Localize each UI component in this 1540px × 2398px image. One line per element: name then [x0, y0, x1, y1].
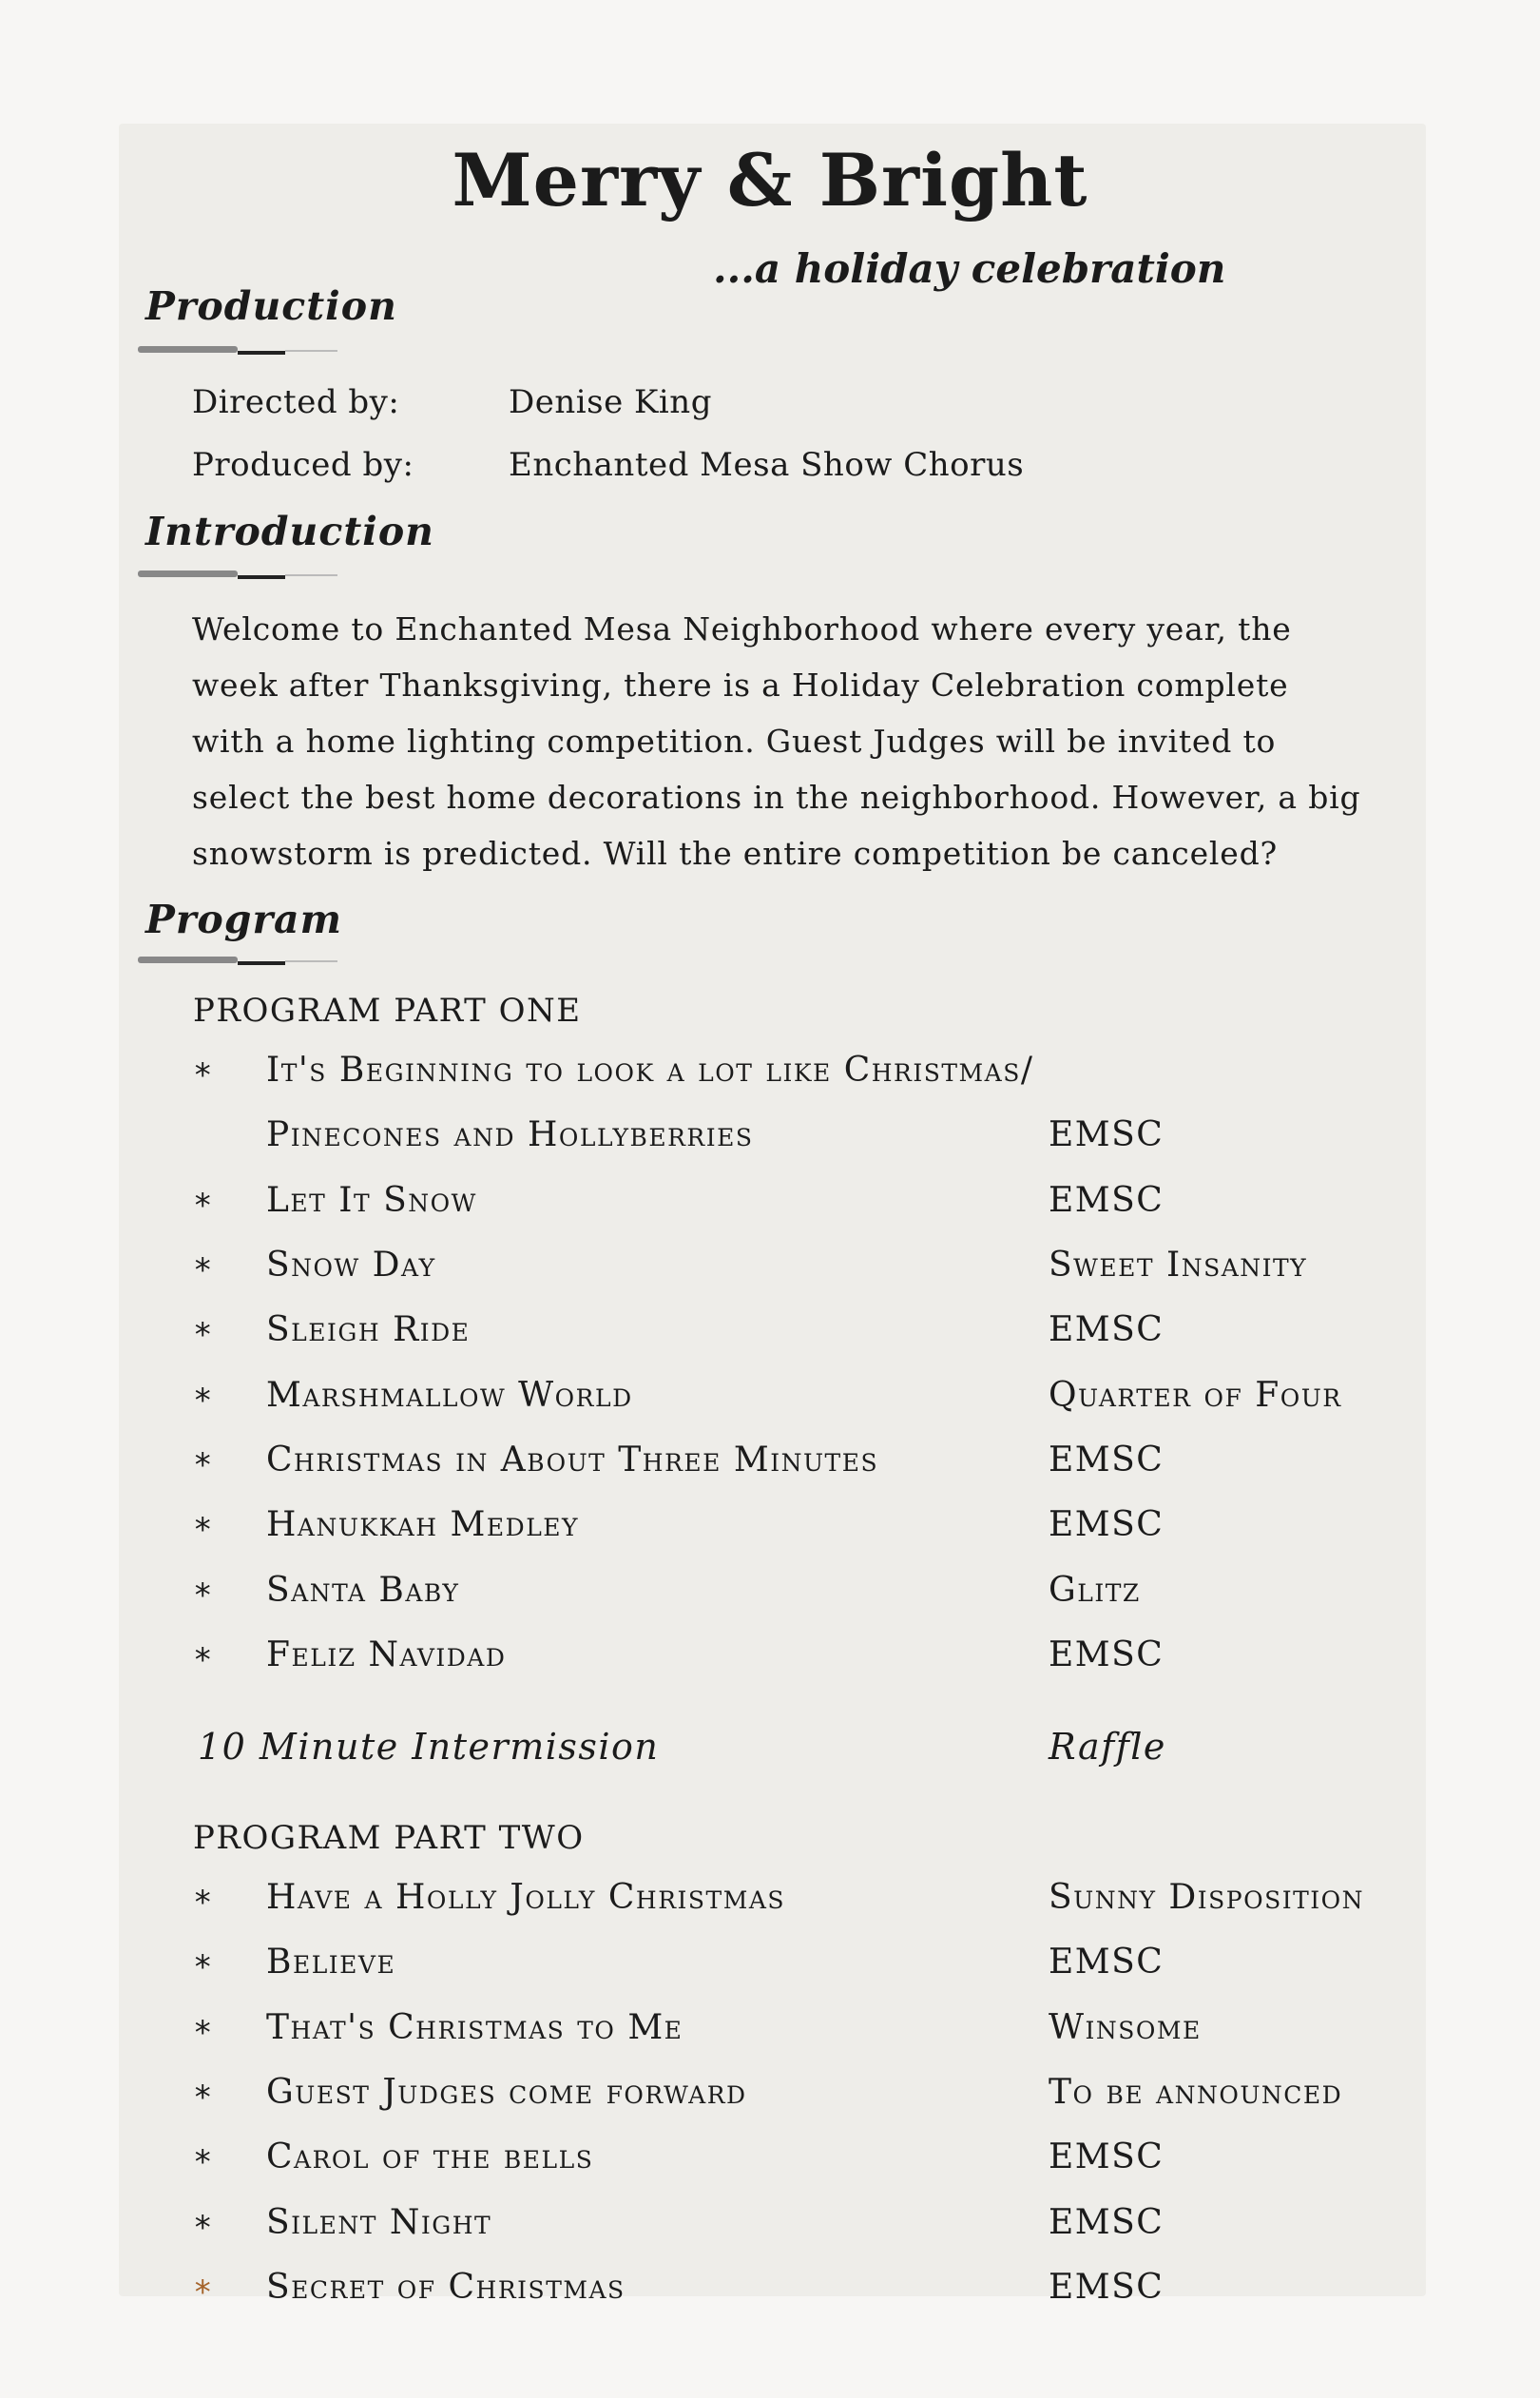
- part-two-heading: PROGRAM PART TWO: [193, 1819, 585, 1857]
- performer: Quarter of Four: [1049, 1376, 1342, 1415]
- song-title: Have a Holly Jolly Christmas: [266, 1878, 785, 1917]
- bullet-star: *: [193, 1884, 213, 1922]
- page-title: Merry & Bright: [452, 138, 1088, 222]
- performer: Sweet Insanity: [1049, 1246, 1308, 1285]
- produced-by-value: Enchanted Mesa Show Chorus: [509, 446, 1025, 484]
- performer: EMSC: [1049, 2137, 1165, 2176]
- song-title: That's Christmas to Me: [266, 2008, 683, 2047]
- intro-line: Welcome to Enchanted Mesa Neighborhood where every year, the: [192, 610, 1292, 648]
- bullet-star: *: [193, 2209, 213, 2247]
- performer: Sunny Disposition: [1049, 1878, 1365, 1917]
- performer: To be announced: [1049, 2073, 1343, 2112]
- song-title: Silent Night: [266, 2203, 492, 2242]
- program-heading: Program: [145, 897, 342, 942]
- bullet-star: *: [193, 2143, 213, 2181]
- song-title: Christmas in About Three Minutes: [266, 1441, 879, 1479]
- performer: EMSC: [1049, 1115, 1165, 1154]
- bullet-star: *: [193, 1187, 213, 1225]
- intro-line: select the best home decorations in the neighborhood. However, a big: [192, 779, 1361, 816]
- bullet-star: *: [193, 1382, 213, 1420]
- bullet-star: *: [193, 1948, 213, 1986]
- production-heading: Production: [145, 283, 397, 329]
- song-title: Let It Snow: [266, 1181, 477, 1220]
- directed-by-value: Denise King: [509, 383, 712, 421]
- song-title: Hanukkah Medley: [266, 1505, 580, 1544]
- bullet-star: *: [193, 1316, 213, 1354]
- performer: EMSC: [1049, 2203, 1165, 2242]
- part-one-heading: PROGRAM PART ONE: [193, 992, 582, 1030]
- song-title: It's Beginning to look a lot like Christmas/: [266, 1051, 1034, 1090]
- song-title: Secret of Christmas: [266, 2268, 626, 2307]
- performer: EMSC: [1049, 1635, 1165, 1674]
- song-title: Pinecones and Hollyberries: [266, 1115, 754, 1154]
- song-title: Marshmallow World: [266, 1376, 633, 1415]
- song-title: Guest Judges come forward: [266, 2073, 747, 2112]
- performer: EMSC: [1049, 1310, 1165, 1349]
- song-title: Believe: [266, 1943, 396, 1982]
- bullet-star: *: [193, 1446, 213, 1484]
- song-title: Santa Baby: [266, 1571, 460, 1610]
- song-title: Carol of the bells: [266, 2137, 594, 2176]
- page-subtitle: ...a holiday celebration: [713, 245, 1226, 292]
- bullet-star: *: [193, 2079, 213, 2117]
- performer: EMSC: [1049, 1505, 1165, 1544]
- performer: EMSC: [1049, 1943, 1165, 1982]
- section-divider: [138, 569, 342, 582]
- song-title: Feliz Navidad: [266, 1635, 507, 1674]
- intro-line: with a home lighting competition. Guest Judges will be invited to: [192, 723, 1277, 760]
- song-title: Snow Day: [266, 1246, 436, 1285]
- intermission-note: Raffle: [1049, 1726, 1166, 1768]
- section-divider: [138, 955, 342, 968]
- song-title: Sleigh Ride: [266, 1310, 471, 1349]
- introduction-heading: Introduction: [145, 509, 434, 554]
- performer: EMSC: [1049, 2268, 1165, 2307]
- performer: EMSC: [1049, 1441, 1165, 1479]
- bullet-star: *: [193, 1251, 213, 1289]
- bullet-star: *: [193, 1576, 213, 1615]
- intro-line: snowstorm is predicted. Will the entire competition be canceled?: [192, 835, 1279, 872]
- performer: EMSC: [1049, 1181, 1165, 1220]
- introduction-text: [192, 601, 1418, 881]
- bullet-star: *: [193, 1511, 213, 1549]
- bullet-star: *: [193, 1641, 213, 1679]
- intro-line: week after Thanksgiving, there is a Holiday Celebration complete: [192, 667, 1289, 704]
- section-divider: [138, 344, 342, 358]
- performer: Winsome: [1049, 2008, 1202, 2047]
- bullet-star: *: [193, 2273, 213, 2311]
- intermission-label: 10 Minute Intermission: [198, 1726, 660, 1768]
- directed-by-label: Directed by:: [192, 383, 400, 421]
- produced-by-label: Produced by:: [192, 446, 414, 484]
- performer: Glitz: [1049, 1571, 1141, 1610]
- bullet-star: *: [193, 1056, 213, 1094]
- bullet-star: *: [193, 2014, 213, 2052]
